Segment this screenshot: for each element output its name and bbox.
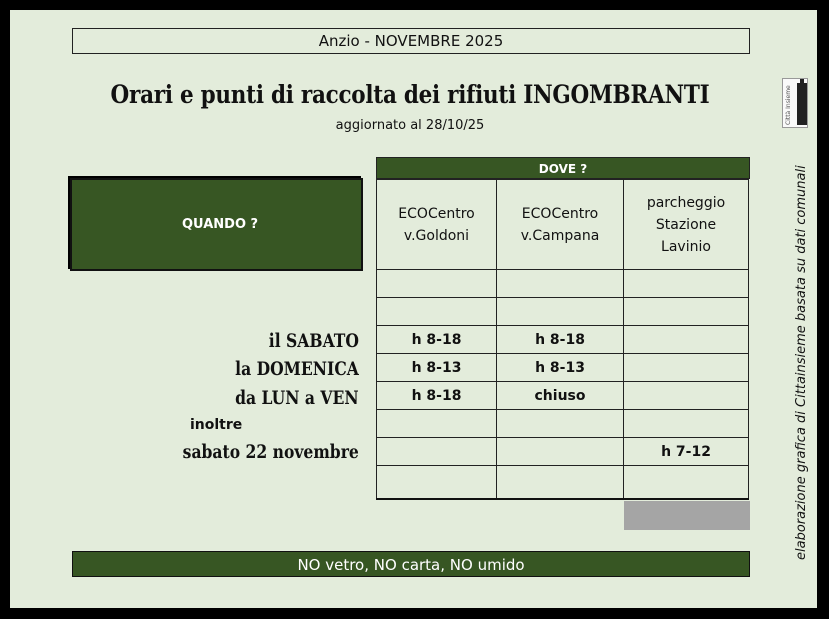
label-special-date: sabato 22 novembre xyxy=(182,441,359,463)
updated-date: aggiornato al 28/10/25 xyxy=(335,118,485,133)
table-row xyxy=(377,466,749,500)
table-cell xyxy=(497,410,624,438)
table-cell xyxy=(497,438,624,466)
label-sunday: la DOMENICA xyxy=(235,358,359,380)
table-cell xyxy=(624,326,749,354)
location-campana: ECOCentro v.Campana xyxy=(497,180,624,270)
table-cell: h 8-18 xyxy=(377,382,497,410)
logo-text: Città Insieme xyxy=(785,85,792,125)
schedule-table xyxy=(376,179,749,500)
locations-row xyxy=(377,180,749,270)
label-weekdays: da LUN a VEN xyxy=(235,387,359,409)
table-cell xyxy=(624,354,749,382)
cittainsieme-logo-icon xyxy=(782,78,808,128)
exclusions-note: NO vetro, NO carta, NO umido xyxy=(72,551,750,577)
table-cell xyxy=(377,410,497,438)
table-cell: chiuso xyxy=(497,382,624,410)
table-cell xyxy=(624,410,749,438)
location-lavinio: parcheggio Stazione Lavinio xyxy=(624,180,749,270)
table-cell: h 8-18 xyxy=(377,326,497,354)
table-row xyxy=(377,298,749,326)
when-label: QUANDO ? xyxy=(182,217,259,232)
table-cell xyxy=(624,382,749,410)
grey-filler xyxy=(624,501,750,530)
month-banner: Anzio - NOVEMBRE 2025 xyxy=(72,28,750,54)
table-cell: h 7-12 xyxy=(624,438,749,466)
label-saturday: il SABATO xyxy=(268,330,359,352)
table-cell: h 8-13 xyxy=(497,354,624,382)
table-cell xyxy=(377,438,497,466)
table-cell: h 8-18 xyxy=(497,326,624,354)
label-inoltre: inoltre xyxy=(190,417,243,433)
table-row-saturday xyxy=(377,326,749,354)
table-row-inoltre xyxy=(377,410,749,438)
credit-note: elaborazione grafica di Cittainsieme basata su dati comunali xyxy=(794,165,809,560)
where-header: DOVE ? xyxy=(376,157,750,179)
when-header xyxy=(70,178,363,271)
table-cell: h 8-13 xyxy=(377,354,497,382)
table-row-weekdays xyxy=(377,382,749,410)
table-row xyxy=(377,270,749,298)
page-title: Orari e punti di raccolta dei rifiuti INGOMBRANTI xyxy=(110,80,710,109)
table-row-sunday xyxy=(377,354,749,382)
location-goldoni: ECOCentro v.Goldoni xyxy=(377,180,497,270)
table-row-special-date xyxy=(377,438,749,466)
